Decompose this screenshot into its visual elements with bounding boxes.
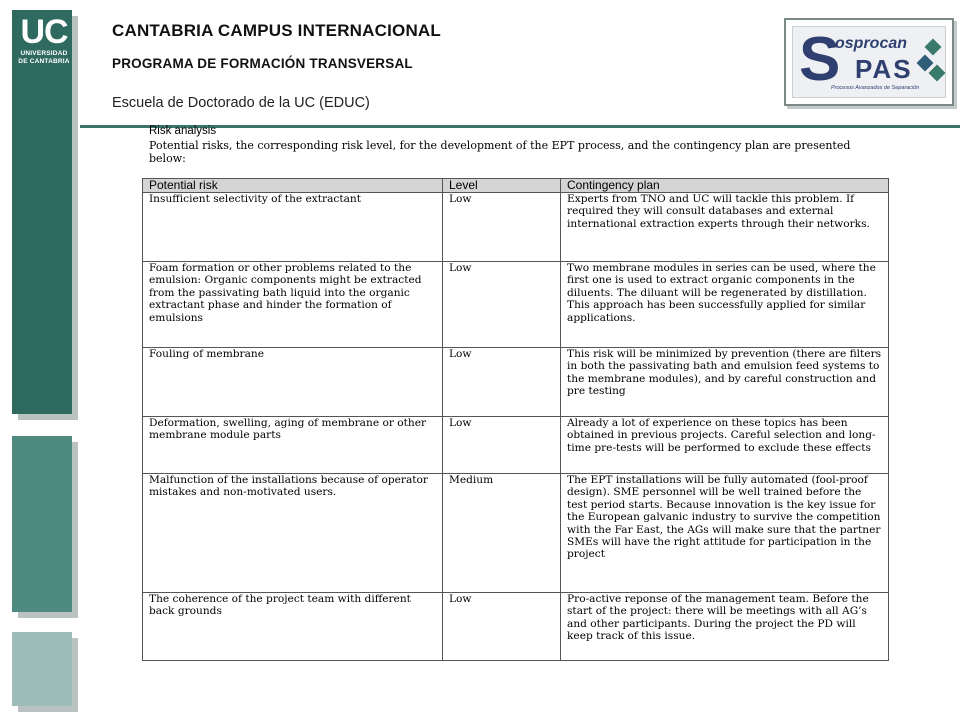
risk-table (142, 178, 889, 661)
sosprocan-logo-caption: Procesos Avanzados de Separación (831, 85, 920, 91)
plan-cell: This risk will be minimized by prevention (there are filters in both the passivating bath and emulsion feed systems to the membrane modules), and by careful construction and pre testing (561, 348, 889, 417)
diamond-icon (925, 39, 942, 56)
side-bar-face (12, 10, 72, 414)
risk-cell: Malfunction of the installations because of operator mistakes and non-motivated users. (143, 474, 443, 593)
diamond-icon (929, 65, 946, 82)
plan-cell: The EPT installations will be fully automated (fool-proof design). SME personnel will be well trained before the test period starts. Because innovation is the key issue for the European galvanic industry to survive the competition with the Far East, the AGs will make sure that the partner SMEs will have the right attitude for participation in the project (561, 474, 889, 593)
risk-cell: Fouling of membrane (143, 348, 443, 417)
plan-cell: Pro-active reponse of the management team. Before the start of the project: there will be meetings with all AG’s and other participants. During the project the PD will keep track of this issue. (561, 593, 889, 661)
level-cell: Low (443, 262, 561, 348)
table-row (143, 417, 889, 474)
risk-cell: Foam formation or other problems related to the emulsion: Organic components might be extracted from the passivating bath liquid into the organic extractant phase and hinder the formation of emulsions (143, 262, 443, 348)
level-cell: Low (443, 417, 561, 474)
uc-logo (18, 14, 70, 66)
sosprocan-logo-letter: S (799, 25, 841, 94)
page-title: CANTABRIA CAMPUS INTERNACIONAL (112, 21, 441, 40)
sosprocan-logo (784, 18, 954, 106)
risk-analysis-title: Risk analysis (149, 125, 217, 137)
risk-table-header (143, 179, 889, 193)
uc-logo-sub-2: DE CANTABRIA (18, 58, 70, 65)
table-row (143, 593, 889, 661)
level-cell: Low (443, 193, 561, 262)
uc-logo-sub-1: UNIVERSIDAD (20, 50, 68, 57)
school-name: Escuela de Doctorado de la UC (EDUC) (112, 95, 370, 111)
risk-cell: Deformation, swelling, aging of membrane or other membrane module parts (143, 417, 443, 474)
side-bar-top (12, 10, 72, 414)
sosprocan-logo-main-text: PAS (855, 54, 913, 84)
column-header-risk: Potential risk (143, 179, 443, 193)
side-bar-bottom (12, 632, 72, 706)
uc-logo-mark: UC (20, 13, 68, 51)
side-bar-face (12, 436, 72, 612)
table-row (143, 193, 889, 262)
sosprocan-logo-panel (792, 26, 946, 98)
plan-cell: Two membrane modules in series can be used, where the first one is used to extract organic components in the diluents. The diluant will be regenerated by distillation. This approach has been successfully applied for similar applications. (561, 262, 889, 348)
side-bar-face (12, 632, 72, 706)
risk-cell: The coherence of the project team with different back grounds (143, 593, 443, 661)
risk-analysis-intro: Potential risks, the corresponding risk level, for the development of the EPT process, and the contingency plan are presented below: (149, 139, 851, 165)
side-bar-middle (12, 436, 72, 612)
level-cell: Low (443, 593, 561, 661)
column-header-plan: Contingency plan (561, 179, 889, 193)
table-row (143, 262, 889, 348)
plan-cell: Experts from TNO and UC will tackle this problem. If required they will consult databases and external international extraction experts through their networks. (561, 193, 889, 262)
plan-cell: Already a lot of experience on these topics has been obtained in previous projects. Careful selection and long-time pre-tests will be performed to exclude these effects (561, 417, 889, 474)
sosprocan-logo-top-text: osprocan (835, 35, 908, 52)
table-row (143, 474, 889, 593)
page-subtitle: PROGRAMA DE FORMACIÓN TRANSVERSAL (112, 56, 413, 71)
column-header-level: Level (443, 179, 561, 193)
level-cell: Medium (443, 474, 561, 593)
table-row (143, 348, 889, 417)
risk-cell: Insufficient selectivity of the extractant (143, 193, 443, 262)
level-cell: Low (443, 348, 561, 417)
